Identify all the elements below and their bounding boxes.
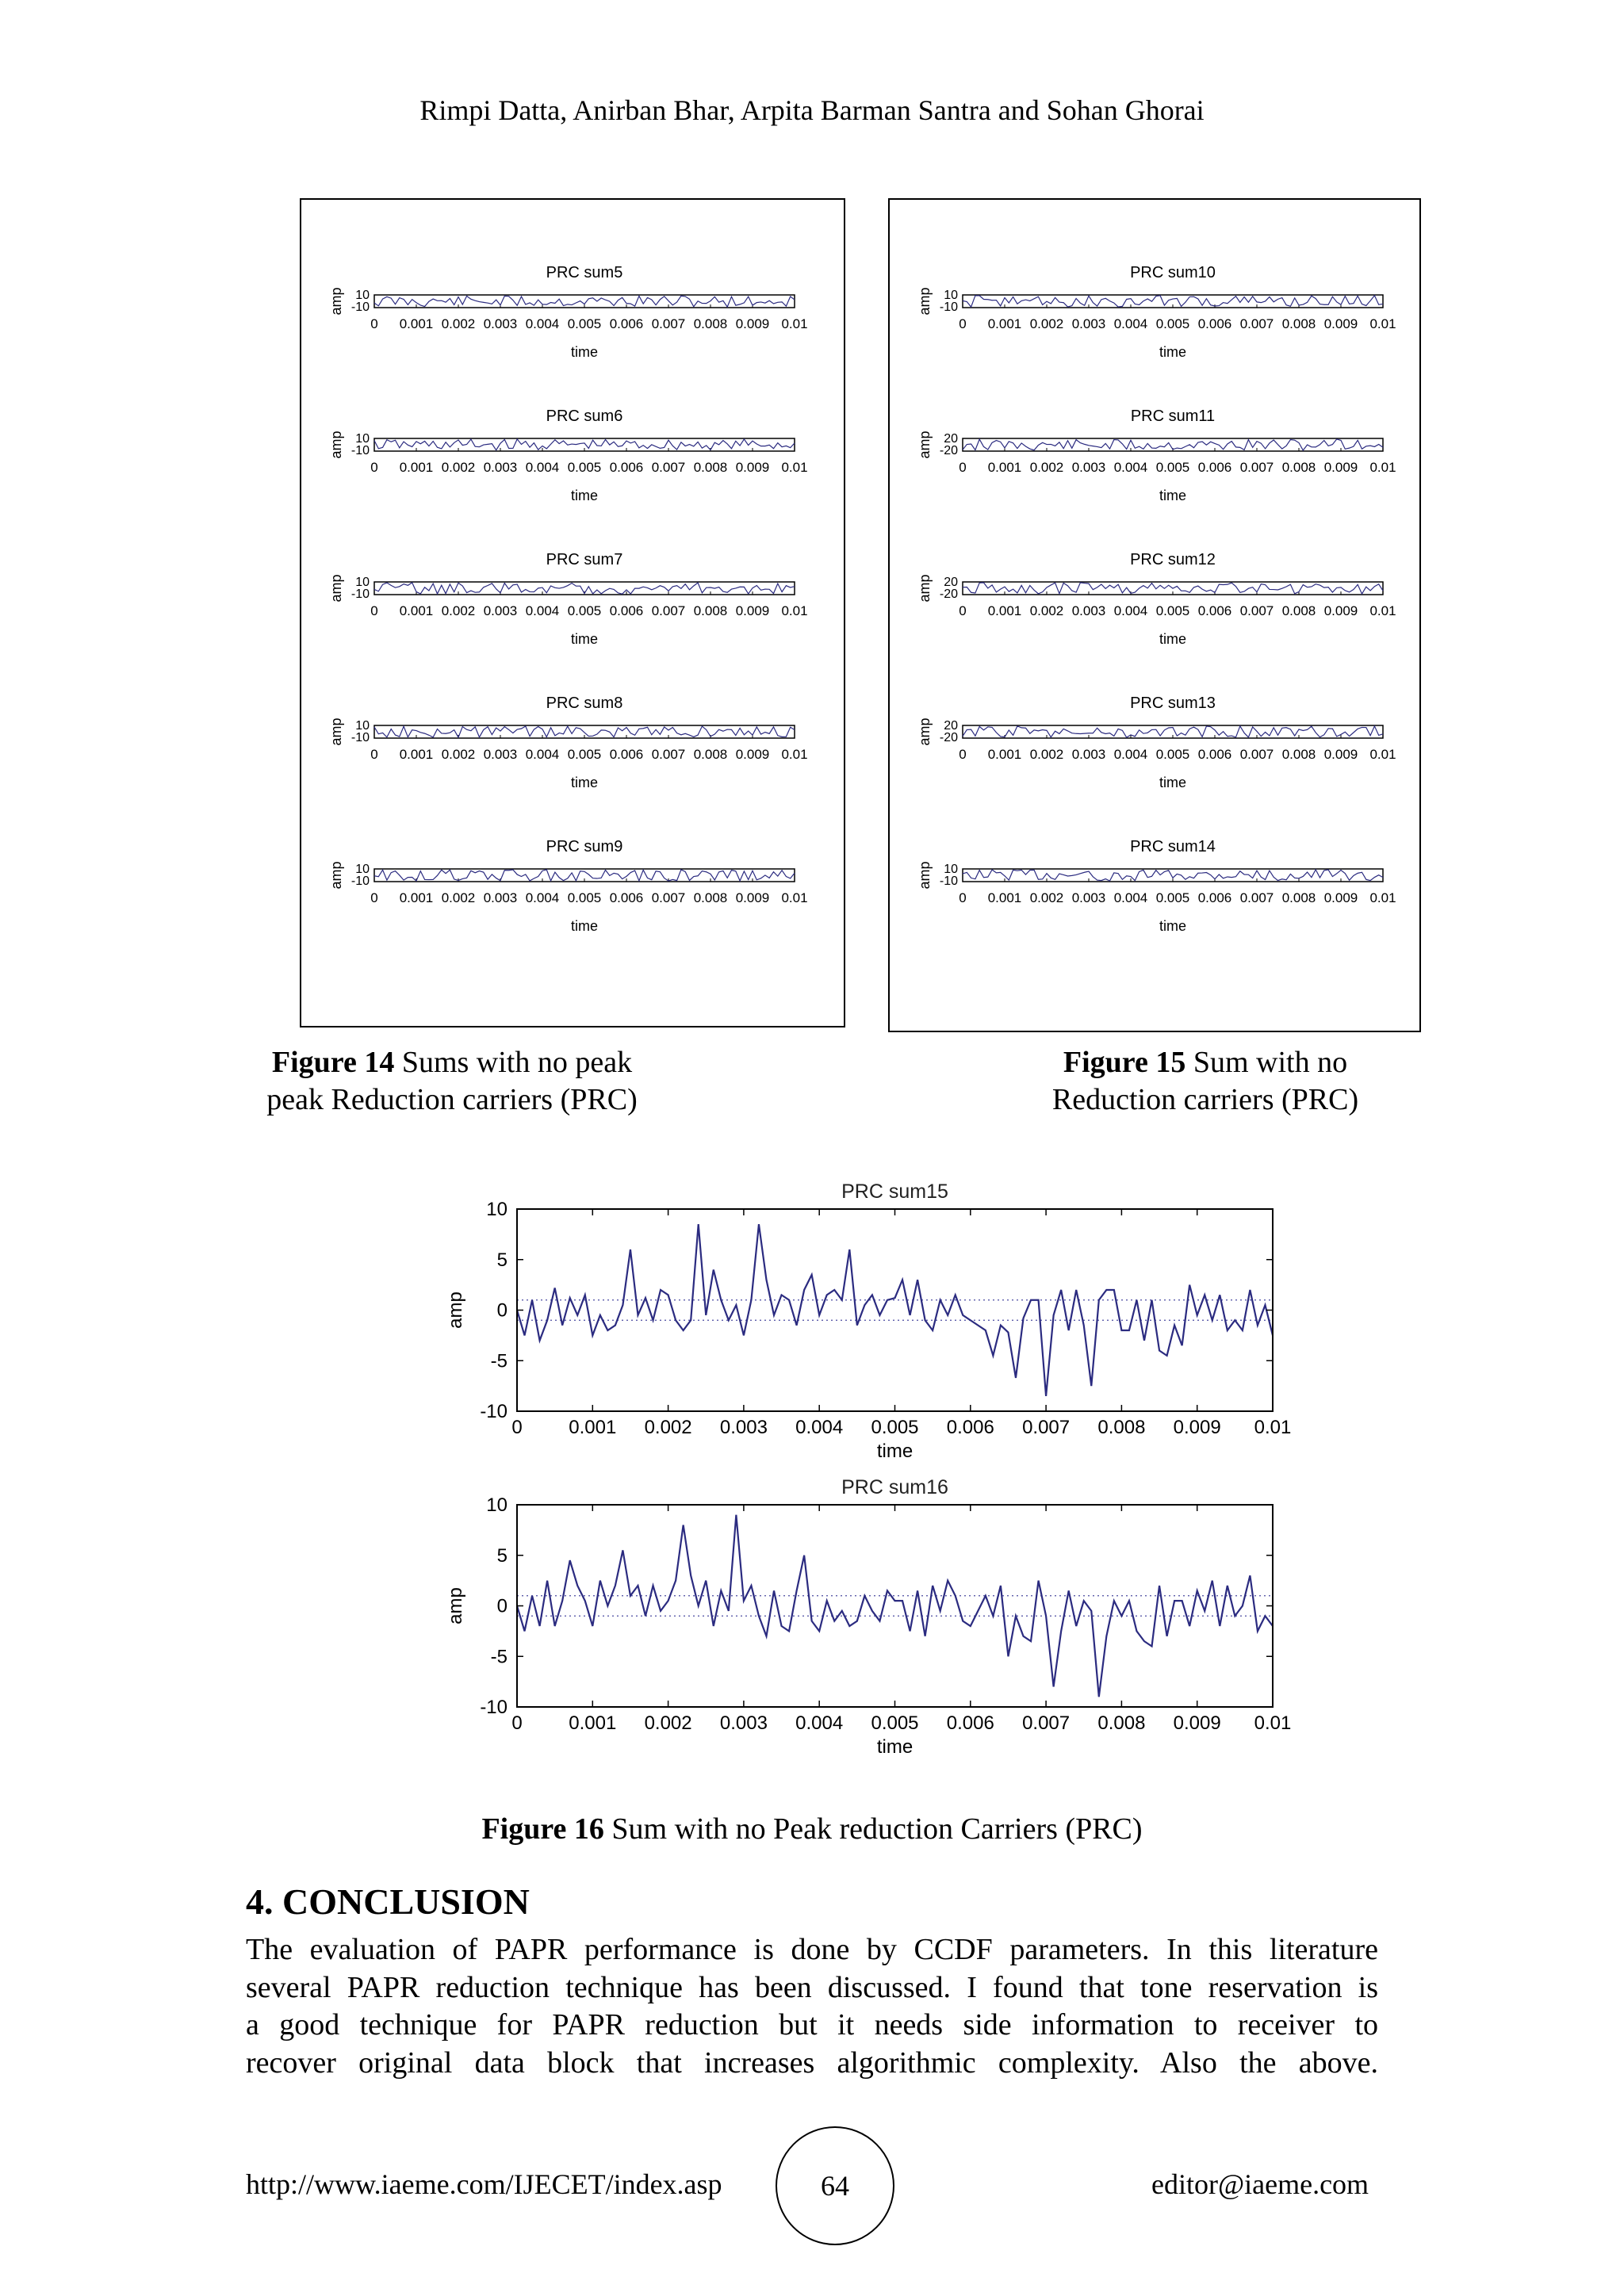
y-axis-label: amp <box>917 430 933 459</box>
x-tick-label: 0.005 <box>567 316 602 331</box>
x-tick-label: 0.004 <box>1113 460 1148 475</box>
y-tick-label: 20 <box>944 432 958 446</box>
x-tick-label: 0.003 <box>483 603 518 618</box>
x-axis-label: time <box>570 488 599 503</box>
x-tick-label: 0.007 <box>1239 603 1274 618</box>
x-tick-label: 0.004 <box>795 1417 844 1438</box>
y-tick-label: 5 <box>496 1544 508 1567</box>
y-tick-label: 10 <box>944 289 958 302</box>
x-tick-label: 0.008 <box>693 603 728 618</box>
figure-14-caption-line1: Sums with no peak <box>394 1046 633 1079</box>
series-line <box>517 1224 1273 1396</box>
x-axis-label: time <box>1159 631 1187 647</box>
footer-url[interactable]: http://www.iaeme.com/IJECET/index.asp <box>246 2168 722 2200</box>
figure-14-caption <box>230 1044 674 1119</box>
figure-15-label: Figure 15 <box>1063 1046 1186 1079</box>
x-tick-label: 0.004 <box>525 890 560 905</box>
y-tick-label: 10 <box>486 1494 508 1516</box>
x-tick-label: 0.004 <box>525 747 560 762</box>
conclusion-line: recover original data block that increases algorithmic complexity. Also the above. <box>246 2045 1378 2080</box>
x-tick-label: 0.01 <box>1369 747 1396 762</box>
x-tick-label: 0.005 <box>1155 460 1190 475</box>
x-tick-label: 0.005 <box>567 890 602 905</box>
figure-16-caption-text: Sum with no Peak reduction Carriers (PRC) <box>603 1812 1143 1846</box>
x-tick-label: 0.002 <box>1029 890 1064 905</box>
x-tick-label: 0 <box>370 603 378 618</box>
figure-14-caption-line2: peak Reduction carriers (PRC) <box>266 1083 638 1116</box>
x-tick-label: 0.002 <box>1029 460 1064 475</box>
x-tick-label: 0 <box>959 603 967 618</box>
conclusion-line: a good technique for PAPR reduction but it needs side information to receiver to <box>246 2008 1378 2042</box>
x-tick-label: 0.007 <box>651 603 686 618</box>
x-axis-label: time <box>876 1441 914 1462</box>
panel-title: PRC sum13 <box>1130 695 1216 712</box>
y-tick-label: -10 <box>350 300 370 314</box>
y-tick-label: -10 <box>939 874 958 888</box>
x-tick-label: 0 <box>511 1712 523 1734</box>
x-tick-label: 0.009 <box>1173 1417 1221 1438</box>
y-axis-label: amp <box>328 718 344 746</box>
x-tick-label: 0.002 <box>1029 603 1064 618</box>
y-axis-label: amp <box>917 287 933 316</box>
x-tick-label: 0.002 <box>644 1417 692 1438</box>
x-tick-label: 0.008 <box>693 747 728 762</box>
x-tick-label: 0.01 <box>1254 1417 1292 1438</box>
x-tick-label: 0.004 <box>1113 316 1148 331</box>
x-tick-label: 0.009 <box>735 747 770 762</box>
x-tick-label: 0.007 <box>1022 1417 1071 1438</box>
x-tick-label: 0.003 <box>1071 603 1106 618</box>
x-tick-label: 0.003 <box>1071 460 1106 475</box>
figure-16-caption <box>0 1811 1624 1848</box>
x-tick-label: 0.008 <box>693 316 728 331</box>
figure-14-label: Figure 14 <box>271 1046 395 1079</box>
y-tick-label: 20 <box>944 719 958 733</box>
x-tick-label: 0 <box>370 316 378 331</box>
x-tick-label: 0.009 <box>735 460 770 475</box>
y-tick-label: 10 <box>355 863 370 876</box>
y-tick-label: -10 <box>350 587 370 601</box>
running-header: Rimpi Datta, Anirban Bhar, Arpita Barman Santra and Sohan Ghorai <box>419 94 1205 126</box>
y-axis-label: amp <box>917 718 933 746</box>
x-tick-label: 0 <box>370 460 378 475</box>
conclusion-line: The evaluation of PAPR performance is done by CCDF parameters. In this literature <box>246 1933 1378 1966</box>
x-tick-label: 0.007 <box>651 460 686 475</box>
x-tick-label: 0.003 <box>1071 747 1106 762</box>
x-tick-label: 0.003 <box>483 460 518 475</box>
x-tick-label: 0.009 <box>735 316 770 331</box>
x-tick-label: 0.002 <box>644 1712 692 1734</box>
x-tick-label: 0.007 <box>651 316 686 331</box>
x-tick-label: 0.004 <box>525 316 560 331</box>
y-tick-label: -10 <box>350 731 370 744</box>
figure-16-chart <box>428 1165 1300 1768</box>
panel-title: PRC sum9 <box>546 838 623 855</box>
x-tick-label: 0.009 <box>735 890 770 905</box>
x-tick-label: 0.008 <box>1097 1417 1146 1438</box>
x-tick-label: 0.002 <box>1029 747 1064 762</box>
x-tick-label: 0.004 <box>1113 747 1148 762</box>
x-tick-label: 0.008 <box>1281 316 1316 331</box>
panel-title: PRC sum7 <box>546 551 623 568</box>
x-tick-label: 0.008 <box>1097 1712 1146 1734</box>
figure-15-caption-line2: Reduction carriers (PRC) <box>1051 1083 1359 1116</box>
x-tick-label: 0 <box>511 1417 523 1438</box>
conclusion-line: several PAPR reduction technique has been discussed. I found that tone reservation is <box>246 1970 1378 2004</box>
x-tick-label: 0.005 <box>1155 316 1190 331</box>
x-tick-label: 0.003 <box>719 1417 768 1438</box>
x-tick-label: 0.007 <box>651 747 686 762</box>
x-tick-label: 0.003 <box>483 890 518 905</box>
x-tick-label: 0.006 <box>609 316 644 331</box>
x-tick-label: 0.007 <box>1239 890 1274 905</box>
x-tick-label: 0.008 <box>693 890 728 905</box>
x-tick-label: 0.006 <box>1197 747 1232 762</box>
figure-16-label: Figure 16 <box>481 1812 604 1846</box>
x-tick-label: 0.008 <box>1281 747 1316 762</box>
footer-email[interactable]: editor@iaeme.com <box>1151 2168 1369 2200</box>
y-tick-label: 5 <box>496 1249 508 1271</box>
section-heading: 4. CONCLUSION <box>246 1881 530 1922</box>
y-axis-label: amp <box>328 861 344 890</box>
x-tick-label: 0.01 <box>781 890 808 905</box>
x-tick-label: 0.007 <box>1239 316 1274 331</box>
x-tick-label: 0.009 <box>1173 1712 1221 1734</box>
x-tick-label: 0.001 <box>569 1712 617 1734</box>
panel-title: PRC sum5 <box>546 264 623 281</box>
x-tick-label: 0.006 <box>1197 890 1232 905</box>
x-axis-label: time <box>570 344 599 360</box>
y-axis-label: amp <box>917 574 933 603</box>
x-tick-label: 0.01 <box>781 316 808 331</box>
y-tick-label: -20 <box>939 731 958 744</box>
y-axis-label: amp <box>328 287 344 316</box>
x-tick-label: 0.006 <box>1197 603 1232 618</box>
x-tick-label: 0.003 <box>483 316 518 331</box>
panel-axes <box>517 1209 1273 1411</box>
x-axis-label: time <box>570 775 599 790</box>
x-tick-label: 0.001 <box>987 747 1022 762</box>
x-axis-label: time <box>570 918 599 934</box>
y-tick-label: 0 <box>496 1595 508 1617</box>
x-axis-label: time <box>1159 918 1187 934</box>
y-tick-label: -20 <box>939 587 958 601</box>
x-tick-label: 0.002 <box>441 747 476 762</box>
x-tick-label: 0.001 <box>399 316 434 331</box>
x-tick-label: 0 <box>959 747 967 762</box>
x-tick-label: 0.006 <box>609 603 644 618</box>
x-tick-label: 0.008 <box>693 460 728 475</box>
y-tick-label: 10 <box>355 576 370 589</box>
x-axis-label: time <box>1159 488 1187 503</box>
y-tick-label: 10 <box>355 289 370 302</box>
x-tick-label: 0.009 <box>1323 747 1358 762</box>
page-number <box>776 2126 894 2245</box>
x-tick-label: 0.001 <box>399 747 434 762</box>
x-tick-label: 0 <box>959 460 967 475</box>
y-tick-label: 10 <box>944 863 958 876</box>
panel-title: PRC sum12 <box>1130 551 1216 568</box>
x-tick-label: 0.007 <box>1022 1712 1071 1734</box>
figure-15-frame <box>888 198 1421 1032</box>
x-tick-label: 0.005 <box>1155 890 1190 905</box>
x-tick-label: 0.002 <box>1029 316 1064 331</box>
x-tick-label: 0.002 <box>441 316 476 331</box>
x-tick-label: 0.009 <box>735 603 770 618</box>
series-line <box>963 439 1383 450</box>
series-line <box>517 1515 1273 1697</box>
x-tick-label: 0 <box>370 890 378 905</box>
x-tick-label: 0.01 <box>781 460 808 475</box>
x-tick-label: 0.007 <box>1239 460 1274 475</box>
x-tick-label: 0.006 <box>1197 460 1232 475</box>
y-axis-label: amp <box>445 1587 466 1624</box>
x-tick-label: 0.005 <box>871 1417 919 1438</box>
y-tick-label: -10 <box>939 300 958 314</box>
panel-axes <box>517 1505 1273 1707</box>
x-tick-label: 0.009 <box>1323 890 1358 905</box>
y-axis-label: amp <box>328 574 344 603</box>
x-tick-label: 0.001 <box>987 603 1022 618</box>
x-tick-label: 0.004 <box>1113 890 1148 905</box>
y-axis-label: amp <box>445 1292 466 1329</box>
x-tick-label: 0.001 <box>987 890 1022 905</box>
y-tick-label: 10 <box>355 432 370 446</box>
x-tick-label: 0.008 <box>1281 603 1316 618</box>
x-tick-label: 0.001 <box>987 316 1022 331</box>
y-tick-label: -10 <box>350 874 370 888</box>
x-tick-label: 0.004 <box>525 603 560 618</box>
y-tick-label: -5 <box>490 1350 508 1372</box>
conclusion-paragraph <box>246 1931 1378 2082</box>
y-tick-label: -10 <box>350 444 370 457</box>
x-axis-label: time <box>876 1736 914 1758</box>
x-tick-label: 0.001 <box>399 460 434 475</box>
x-tick-label: 0.009 <box>1323 603 1358 618</box>
x-tick-label: 0.01 <box>1254 1712 1292 1734</box>
x-axis-label: time <box>1159 344 1187 360</box>
y-tick-label: 0 <box>496 1299 508 1322</box>
x-tick-label: 0.008 <box>1281 890 1316 905</box>
panel-title: PRC sum14 <box>1130 838 1216 855</box>
x-tick-label: 0.006 <box>609 460 644 475</box>
y-tick-label: 10 <box>486 1199 508 1220</box>
x-tick-label: 0.001 <box>399 890 434 905</box>
x-tick-label: 0.001 <box>569 1417 617 1438</box>
panel-title: PRC sum16 <box>841 1476 948 1498</box>
figure-14-chart <box>301 200 844 1026</box>
figure-16 <box>428 1165 1300 1772</box>
x-tick-label: 0.004 <box>795 1712 844 1734</box>
y-axis-label: amp <box>328 430 344 459</box>
x-tick-label: 0.006 <box>946 1712 994 1734</box>
x-tick-label: 0.006 <box>609 890 644 905</box>
x-tick-label: 0.006 <box>946 1417 994 1438</box>
x-axis-label: time <box>1159 775 1187 790</box>
panel-title: PRC sum15 <box>841 1181 948 1203</box>
x-tick-label: 0.01 <box>781 747 808 762</box>
y-tick-label: 20 <box>944 576 958 589</box>
x-tick-label: 0 <box>959 890 967 905</box>
y-tick-label: -5 <box>490 1646 508 1668</box>
x-tick-label: 0.002 <box>441 460 476 475</box>
x-tick-label: 0.005 <box>1155 747 1190 762</box>
x-tick-label: 0.007 <box>651 890 686 905</box>
panel-title: PRC sum6 <box>546 408 623 425</box>
y-tick-label: 10 <box>355 719 370 733</box>
x-tick-label: 0.01 <box>781 603 808 618</box>
x-tick-label: 0.009 <box>1323 316 1358 331</box>
x-tick-label: 0.01 <box>1369 890 1396 905</box>
x-tick-label: 0.006 <box>1197 316 1232 331</box>
x-tick-label: 0.003 <box>719 1712 768 1734</box>
x-tick-label: 0.005 <box>871 1712 919 1734</box>
x-tick-label: 0.003 <box>1071 890 1106 905</box>
x-tick-label: 0.001 <box>987 460 1022 475</box>
x-tick-label: 0.006 <box>609 747 644 762</box>
figure-15-caption-line1: Sum with no <box>1185 1046 1348 1079</box>
x-tick-label: 0.005 <box>567 460 602 475</box>
x-tick-label: 0.01 <box>1369 603 1396 618</box>
x-tick-label: 0 <box>370 747 378 762</box>
x-tick-label: 0.007 <box>1239 747 1274 762</box>
x-axis-label: time <box>570 631 599 647</box>
x-tick-label: 0.01 <box>1369 316 1396 331</box>
page-number-text: 64 <box>821 2170 849 2202</box>
x-tick-label: 0.004 <box>1113 603 1148 618</box>
figure-15-chart <box>890 200 1419 1031</box>
x-tick-label: 0.005 <box>567 603 602 618</box>
y-tick-label: -10 <box>480 1697 508 1718</box>
x-tick-label: 0.004 <box>525 460 560 475</box>
x-tick-label: 0.002 <box>441 890 476 905</box>
x-tick-label: 0.008 <box>1281 460 1316 475</box>
y-axis-label: amp <box>917 861 933 890</box>
panel-title: PRC sum11 <box>1130 408 1216 425</box>
x-tick-label: 0.009 <box>1323 460 1358 475</box>
x-tick-label: 0.005 <box>1155 603 1190 618</box>
y-tick-label: -20 <box>939 444 958 457</box>
x-tick-label: 0 <box>959 316 967 331</box>
x-tick-label: 0.003 <box>483 747 518 762</box>
x-tick-label: 0.002 <box>441 603 476 618</box>
figure-14-frame <box>300 198 845 1027</box>
panel-title: PRC sum8 <box>546 695 623 712</box>
panel-title: PRC sum10 <box>1130 264 1216 281</box>
x-tick-label: 0.01 <box>1369 460 1396 475</box>
x-tick-label: 0.001 <box>399 603 434 618</box>
x-tick-label: 0.003 <box>1071 316 1106 331</box>
x-tick-label: 0.005 <box>567 747 602 762</box>
y-tick-label: -10 <box>480 1401 508 1422</box>
figure-15-caption <box>983 1044 1427 1119</box>
